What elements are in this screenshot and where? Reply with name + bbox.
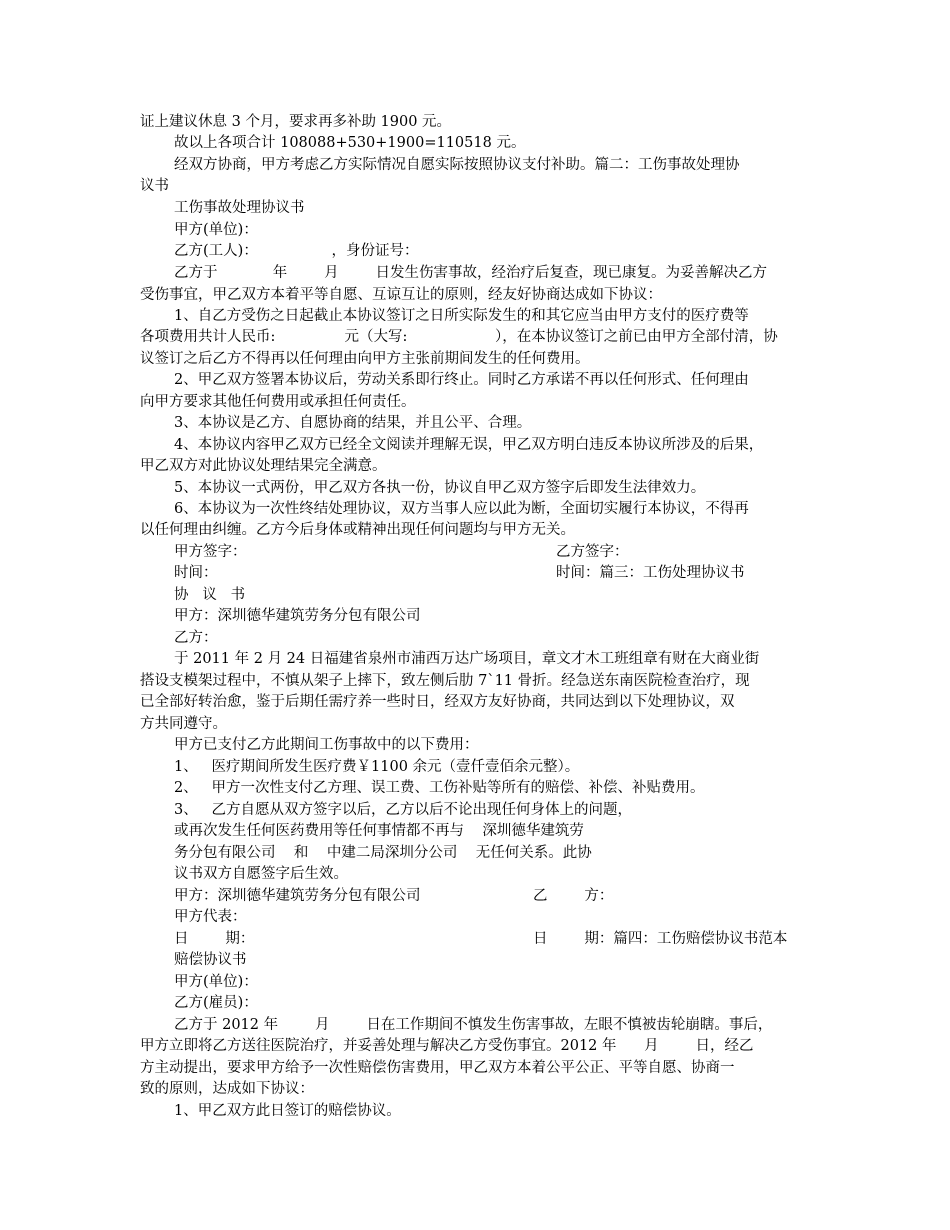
text-line: 甲方代表： [174, 909, 247, 925]
signature-label-party-a: 甲方签字： [174, 544, 247, 560]
text-line: 于 2011 年 2 月 24 日福建省泉州市浦西万达广场项目，章文才木工班组章有财在大商业街 [174, 651, 760, 667]
text-line: 证上建议休息 3 个月，要求再多补助 1900 元。 [140, 114, 452, 130]
text-line: 各项费用共计人民币: 元（大写: ），在本协议签订之前已由甲方全部付清，协 [140, 329, 778, 345]
text-line: 2、甲乙双方签署本协议后，劳动关系即行终止。同时乙方承诺不再以任何形式、任何理由 [174, 372, 749, 388]
list-item: 1、 医疗期间所发生医疗费￥1100 余元（壹仟壹佰余元整）。 [174, 759, 580, 775]
text-line: 方共同遵守。 [140, 716, 227, 732]
text-line: 甲方已支付乙方此期间工伤事故中的以下费用： [174, 737, 479, 753]
text-line: 已全部好转治愈，鉴于后期任需疗养一些时日，经双方友好协商，共同达到以下处理协议，双 [140, 694, 735, 710]
date-label-party-a: 时间： [174, 565, 218, 581]
text-line: 1、甲乙双方此日签订的赔偿协议。 [174, 1103, 401, 1119]
text-line: 向甲方要求其他任何费用或承担任何责任。 [140, 394, 416, 410]
party-a-name: 甲方：深圳德华建筑劳务分包有限公司 [174, 888, 421, 904]
text-line: 甲方(单位)： [174, 974, 258, 990]
text-line: 1、自乙方受伤之日起截止本协议签订之日所实际发生的和其它应当由甲方支付的医疗费等 [174, 308, 749, 324]
text-line: 方主动提出，要求甲方给予一次性赔偿伤害费用，甲乙双方本着公平公正、平等自愿、协商一 [140, 1060, 735, 1076]
text-line: 甲方立即将乙方送往医院治疗，并妥善处理与解决乙方受伤事宜。2012 年 月 日，经乙 [140, 1038, 754, 1054]
list-item: 3、 乙方自愿从双方签字以后，乙方以后不论出现任何身体上的问题， [174, 802, 633, 818]
text-line: 致的原则，达成如下协议： [140, 1081, 314, 1097]
list-item: 2、 甲方一次性支付乙方理、误工费、工伤补贴等所有的赔偿、补偿、补贴费用。 [174, 780, 705, 796]
text-line: 4、本协议内容甲乙双方已经全文阅读并理解无误，甲乙双方明白违反本协议所涉及的后果， [174, 437, 764, 453]
text-line: 乙方(工人)： ，身份证号： [174, 243, 419, 259]
text-line: 搭设支模架过程中，不慎从架子上摔下，致左侧后肋 7`11 骨折。经急送东南医院检查治疗，现 [140, 673, 750, 689]
party-b-label: 乙 方： [533, 888, 614, 904]
text-line: 甲方(单位)： [174, 222, 258, 238]
date-label-party-b: 时间：篇三：工伤处理协议书 [556, 565, 745, 581]
heading: 协 议 书 [174, 587, 246, 603]
text-line: 受伤事宜，甲乙双方本着平等自愿、互谅互让的原则，经友好协商达成如下协议： [140, 287, 662, 303]
text-line: 乙方： [174, 630, 218, 646]
text-line: 或再次发生任何医药费用等任何事情都不再与 深圳德华建筑劳 [174, 823, 584, 839]
text-line: 务分包有限公司 和 中建二局深圳分公司 无任何关系。此协 [174, 845, 592, 861]
text-line: 乙方于 年 月 日发生伤害事故，经治疗后复查，现已康复。为妥善解决乙方 [174, 265, 768, 281]
text-line: 乙方于 2012 年 月 日在工作期间不慎发生伤害事故，左眼不慎被齿轮崩瞎。事后， [174, 1017, 773, 1033]
text-line: 6、本协议为一次性终结处理协议，双方当事人应以此为断，全面切实履行本协议，不得再 [174, 501, 749, 517]
text-line: 甲乙双方对此协议处理结果完全满意。 [140, 458, 387, 474]
text-line: 经双方协商，甲方考虑乙方实际情况自愿实际按照协议支付补助。篇二：工伤事故处理协 [174, 157, 740, 173]
text-line: 甲方：深圳德华建筑劳务分包有限公司 [174, 608, 421, 624]
text-line: 乙方(雇员)： [174, 995, 258, 1011]
text-line: 5、本协议一式两份，甲乙双方各执一份，协议自甲乙双方签字后即发生法律效力。 [174, 480, 706, 496]
text-line: 议签订之后乙方不得再以任何理由向甲方主张前期间发生的任何费用。 [140, 351, 590, 367]
text-line: 议书双方自愿签字后生效。 [174, 866, 348, 882]
date-label-party-a: 日 期： [174, 931, 255, 947]
heading: 工伤事故处理协议书 [174, 200, 305, 216]
text-line: 3、本协议是乙方、自愿协商的结果，并且公平、合理。 [174, 415, 532, 431]
text-line: 议书 [140, 178, 169, 194]
heading: 赔偿协议书 [174, 952, 247, 968]
signature-label-party-b: 乙方签字： [556, 544, 629, 560]
text-line: 故以上各项合计 108088+530+1900=110518 元。 [174, 135, 526, 151]
text-line: 以任何理由纠缠。乙方今后身体或精神出现任何问题均与甲方无关。 [140, 522, 575, 538]
date-label-party-b: 日 期：篇四：工伤赔偿协议书范本 [533, 931, 788, 947]
